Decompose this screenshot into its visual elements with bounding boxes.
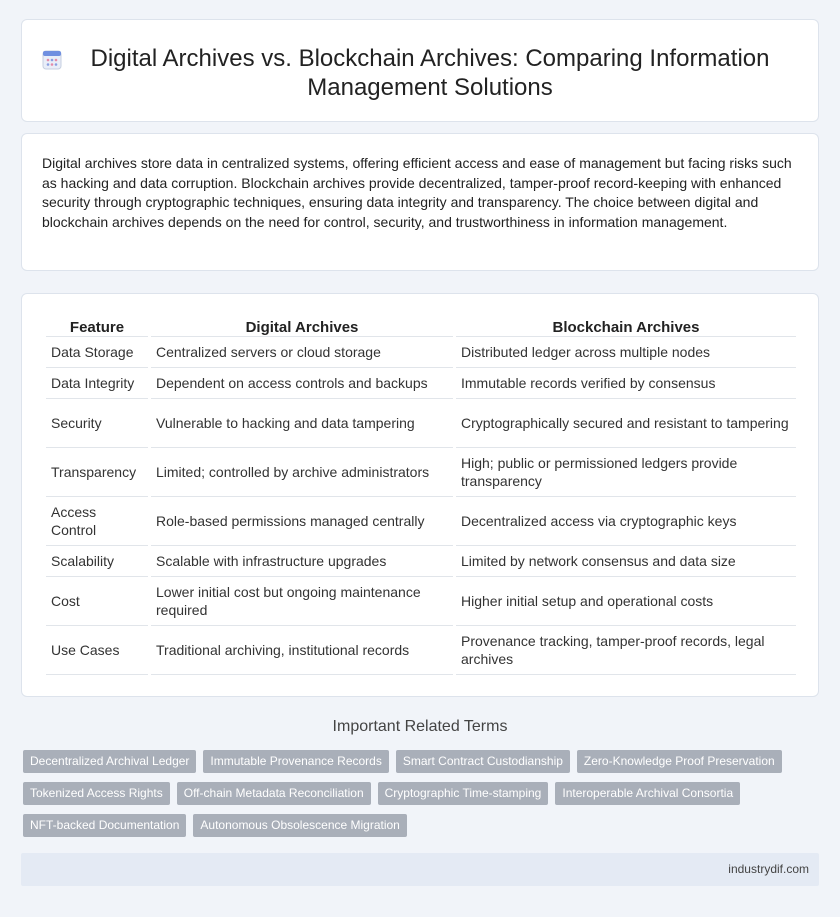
feature-cell: Use Cases — [46, 626, 148, 675]
blockchain-cell: Decentralized access via cryptographic keys — [456, 497, 796, 546]
header-digital-archives: Digital Archives — [151, 315, 453, 337]
comparison-table — [43, 315, 799, 675]
intro-card — [21, 133, 819, 271]
table-row — [46, 497, 796, 546]
digital-cell: Centralized servers or cloud storage — [151, 337, 453, 368]
page-title: Digital Archives vs. Blockchain Archives: Comparing Information Management Solutions — [90, 45, 770, 101]
blockchain-cell: Provenance tracking, tamper-proof records, legal archives — [456, 626, 796, 675]
digital-cell: Vulnerable to hacking and data tampering — [151, 399, 453, 448]
related-term-tag[interactable]: Immutable Provenance Records — [203, 750, 388, 773]
related-terms-list — [23, 750, 813, 846]
feature-cell: Security — [46, 399, 148, 448]
digital-cell: Traditional archiving, institutional records — [151, 626, 453, 675]
related-term-tag[interactable]: NFT-backed Documentation — [23, 814, 186, 837]
table-row — [46, 577, 796, 626]
comparison-table-card — [21, 293, 819, 697]
blockchain-cell: Cryptographically secured and resistant to tampering — [456, 399, 796, 448]
blockchain-cell: Higher initial setup and operational costs — [456, 577, 796, 626]
digital-cell: Lower initial cost but ongoing maintenance required — [151, 577, 453, 626]
header-blockchain-archives: Blockchain Archives — [456, 315, 796, 337]
feature-cell: Access Control — [46, 497, 148, 546]
table-row — [46, 626, 796, 675]
related-terms-heading: Important Related Terms — [332, 718, 508, 735]
digital-cell: Scalable with infrastructure upgrades — [151, 546, 453, 577]
intro-paragraph: Digital archives store data in centralized systems, offering efficient access and ease of management but facing risks such as hacking and data corruption. Blockchain archives provide decentralized, tamper-proof record-keeping with enhanced security through cryptographic techniques, ensuring data integrity and transparency. The choice between digital and blockchain archives depends on the need for control, security, and trustworthiness in information management. — [42, 155, 792, 230]
feature-cell: Scalability — [46, 546, 148, 577]
feature-cell: Cost — [46, 577, 148, 626]
table-row — [46, 546, 796, 577]
related-term-tag[interactable]: Decentralized Archival Ledger — [23, 750, 196, 773]
table-row — [46, 448, 796, 497]
feature-cell: Data Storage — [46, 337, 148, 368]
table-row — [46, 337, 796, 368]
feature-cell: Transparency — [46, 448, 148, 497]
calendar-icon — [42, 48, 62, 70]
related-term-tag[interactable]: Off-chain Metadata Reconciliation — [177, 782, 371, 805]
blockchain-cell: Limited by network consensus and data size — [456, 546, 796, 577]
related-term-tag[interactable]: Zero-Knowledge Proof Preservation — [577, 750, 782, 773]
blockchain-cell: Immutable records verified by consensus — [456, 368, 796, 399]
blockchain-cell: Distributed ledger across multiple nodes — [456, 337, 796, 368]
table-row — [46, 399, 796, 448]
related-term-tag[interactable]: Tokenized Access Rights — [23, 782, 170, 805]
related-term-tag[interactable]: Interoperable Archival Consortia — [555, 782, 740, 805]
footer-site-link[interactable]: industrydif.com — [728, 862, 809, 876]
related-term-tag[interactable]: Autonomous Obsolescence Migration — [193, 814, 406, 837]
header-feature: Feature — [46, 315, 148, 337]
footer — [21, 853, 819, 886]
related-term-tag[interactable]: Cryptographic Time-stamping — [378, 782, 549, 805]
digital-cell: Limited; controlled by archive administrators — [151, 448, 453, 497]
blockchain-cell: High; public or permissioned ledgers provide transparency — [456, 448, 796, 497]
table-row — [46, 368, 796, 399]
title-card — [21, 19, 819, 122]
feature-cell: Data Integrity — [46, 368, 148, 399]
digital-cell: Dependent on access controls and backups — [151, 368, 453, 399]
digital-cell: Role-based permissions managed centrally — [151, 497, 453, 546]
related-term-tag[interactable]: Smart Contract Custodianship — [396, 750, 570, 773]
